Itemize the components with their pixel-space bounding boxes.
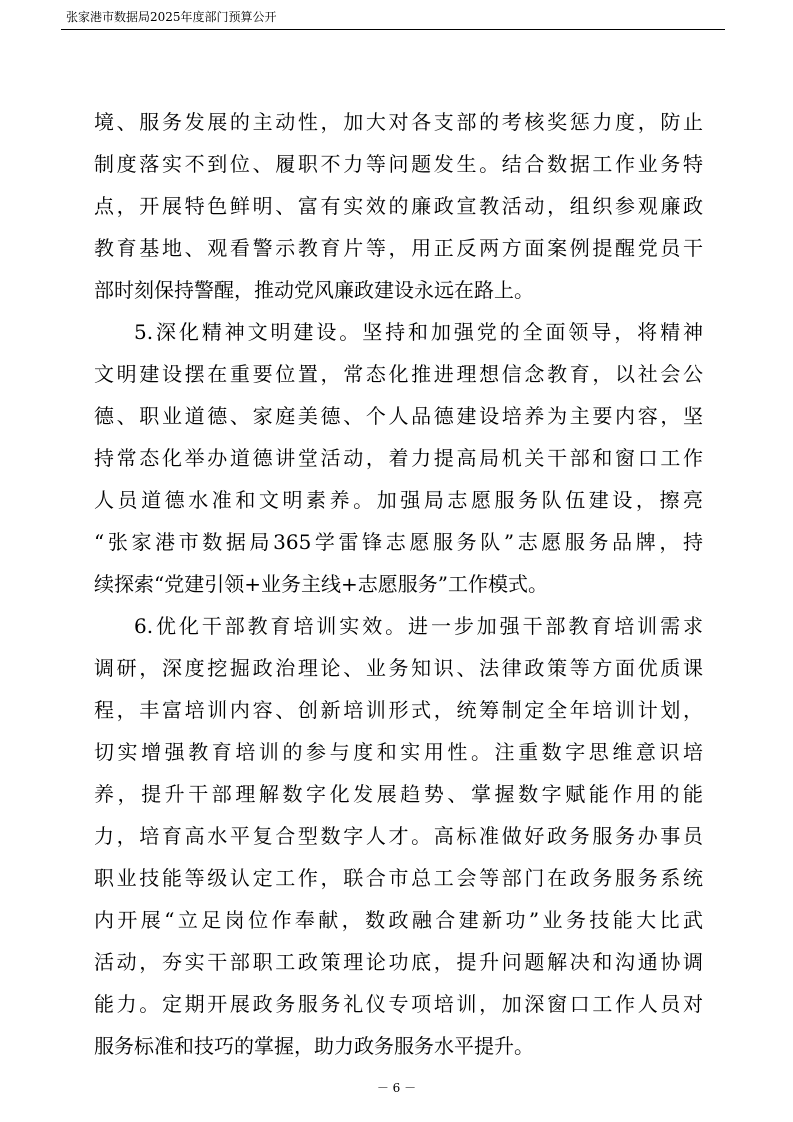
text-line: 人员道德水准和文明素养。加强局志愿服务队伍建设，擦亮 bbox=[94, 488, 703, 512]
text-line: 文明建设摆在重要位置，常态化推进理想信念教育，以社会公 bbox=[94, 362, 703, 386]
text-line: 教育基地、观看警示教育片等，用正反两方面案例提醒党员干 bbox=[94, 236, 703, 260]
text-line: 切实增强教育培训的参与度和实用性。注重数字思维意识培 bbox=[94, 740, 703, 764]
text-line: 德、职业道德、家庭美德、个人品德建设培养为主要内容，坚 bbox=[94, 404, 703, 428]
page-number: － 6 － bbox=[376, 1081, 417, 1095]
text-line: 续探索“党建引领+业务主线+志愿服务”工作模式。 bbox=[94, 572, 548, 596]
text-line: 力，培育高水平复合型数字人才。高标准做好政务服务办事员 bbox=[94, 824, 703, 848]
header-divider bbox=[61, 29, 725, 30]
text-line: 养，提升干部理解数字化发展趋势、掌握数字赋能作用的能 bbox=[94, 782, 703, 806]
text-line: 内开展“立足岗位作奉献，数政融合建新功”业务技能大比武 bbox=[94, 908, 703, 932]
paragraph-6-heading-line: 6.优化干部教育培训实效。进一步加强干部教育培训需求 bbox=[134, 614, 703, 638]
page-header: 张家港市数据局2025年度部门预算公开 bbox=[66, 10, 277, 24]
text-line: “张家港市数据局365学雷锋志愿服务队”志愿服务品牌，持 bbox=[94, 530, 703, 554]
text-line: 服务标准和技巧的掌握，助力政务服务水平提升。 bbox=[94, 1034, 534, 1058]
paragraph-5-heading-line: 5.深化精神文明建设。坚持和加强党的全面领导，将精神 bbox=[134, 320, 703, 344]
text-line: 部时刻保持警醒，推动党风廉政建设永远在路上。 bbox=[94, 278, 534, 302]
text-line: 活动，夯实干部职工政策理论功底，提升问题解决和沟通协调 bbox=[94, 950, 703, 974]
text-line: 能力。定期开展政务服务礼仪专项培训，加深窗口工作人员对 bbox=[94, 992, 703, 1016]
text-line: 境、服务发展的主动性，加大对各支部的考核奖惩力度，防止 bbox=[94, 110, 703, 134]
text-line: 持常态化举办道德讲堂活动，着力提高局机关干部和窗口工作 bbox=[94, 446, 703, 470]
text-line: 制度落实不到位、履职不力等问题发生。结合数据工作业务特 bbox=[94, 152, 703, 176]
text-line: 职业技能等级认定工作，联合市总工会等部门在政务服务系统 bbox=[94, 866, 703, 890]
text-line: 程，丰富培训内容、创新培训形式，统筹制定全年培训计划， bbox=[94, 698, 703, 722]
text-line: 点，开展特色鲜明、富有实效的廉政宣教活动，组织参观廉政 bbox=[94, 194, 703, 218]
text-line: 调研，深度挖掘政治理论、业务知识、法律政策等方面优质课 bbox=[94, 656, 703, 680]
